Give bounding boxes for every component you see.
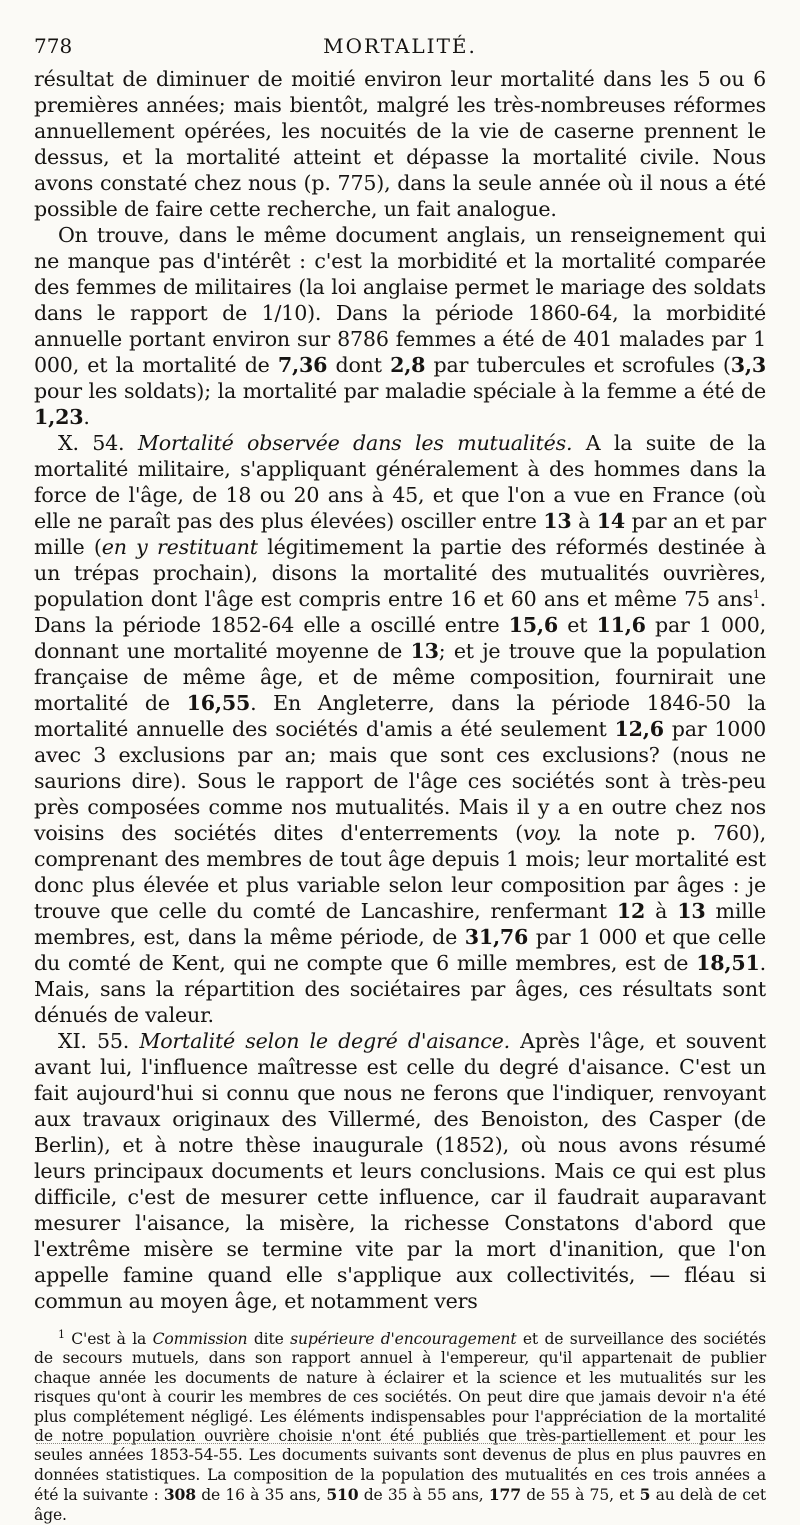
page-header (34, 30, 766, 66)
tuberculosis-value: 2,8 (390, 353, 426, 377)
footnotes (34, 1327, 767, 1525)
mortality-value: 7,36 (277, 353, 328, 377)
section-heading: Mortalité selon le degré d'aisance. (139, 1029, 510, 1053)
section-xi-55: XI. 55. Mortalité selon le degré d'aisance. Après l'âge, et souvent avant lui, l'influence maîtresse est celle du degré d'aisance. C'est un fait aujourd'hui si connu que nous ne ferons que l'indiquer, renvoyant aux travaux originaux des Villermé, des Benoiston, des Casper (de Berlin), et à notre thèse inaugurale (1852), où nous avons résumé leurs principaux documents et leurs conclusions. Mais ce qui est plus difficile, c'est de mesurer cette influence, car il faudrait auparavant mesurer l'aisance, la misère, la richesse Constatons d'abord que l'extrême misère se termine vite par la mort d'inanition, que l'on appelle famine quand elle s'applique aux collectivités, — fléau si commun au moyen âge, et notamment vers (34, 1029, 766, 1313)
footnote-ref: 1 (752, 588, 760, 602)
soldiers-value: 3,3 (730, 353, 766, 377)
female-illness-value: 1,23 (34, 405, 84, 429)
footnote-marker: 1 (58, 1327, 65, 1341)
footnote-1: $^1$ C'est à la Commission dite supérieure d'encouragement et de surveillance des sociétés de secours mutuels, dans son rapport annuel à l'empereur, qu'il appartenait de publier chaque année les documents de nature à éclairer et la science et les mutualités sur les risques qu'ont à courir les membres de ces sociétés. On peut dire que jamais devoir n'a été plus complétement négligé. Les éléments indispensables pour l'appréciation de la mortalité de notre population ouvrière choisie n'ont été publiés que très-partiellement et pour les seules années 1853-54-55. Les documents suivants sont devenus de plus en plus pauvres en données statistiques. La composition de la population des mutualités en ces trois années a été la suivante : 308 de 16 à 35 ans, 510 de 35 à 55 ans, 177 de 55 à 75, et 5 au delà de cet âge. (34, 1327, 767, 1524)
paragraph-military-continuation: résultat de diminuer de moitié environ leur mortalité dans les 5 ou 6 premières années; mais bientôt, malgré les très-nombreuses réformes annuellement opérées, les nocuités de la vie de caserne prennent le dessus, et la mortalité atteint et dépasse la mortalité civile. Nous avons constaté chez nous (p. 775), dans la seule année où il nous a été possible de faire cette recherche, un fait analogue. (34, 67, 766, 221)
section-number: XI. 55. (58, 1029, 130, 1053)
section-x-54: X. 54. Mortalité observée dans les mutualités. A la suite de la mortalité militaire, s'appliquant généralement à des hommes dans la force de l'âge, de 18 ou 20 ans à 45, et que l'on a vue en France (où elle ne paraît pas des plus élevées) osciller entre 13 à 14 par an et par mille (en y restituant légitimement la partie des réformés destinée à un trépas prochain), disons la mortalité des mutualités ouvrières, population dont l'âge est compris entre 16 et 60 ans et même 75 ans$^1$. Dans la période 1852-64 elle a oscillé entre 15,6 et 11,6 par 1 000, donnant une mortalité moyenne de 13; et je trouve que la population française de même âge, et de même composition, fournirait une mortalité de 16,55. En Angleterre, dans la période 1846-50 la mortalité annuelle des sociétés d'amis a été seulement 12,6 par 1000 avec 3 exclusions par an; mais que sont ces exclusions? (nous ne saurions dire). Sous le rapport de l'âge ces sociétés sont à très-peu près composées comme nos mutualités. Mais il y a en outre chez nos voisins des sociétés dites d'enterrements (voy. la note p. 760), comprenant des membres de tout âge depuis 1 mois; leur mortalité est donc plus élevée et plus variable selon leur composition par âges : je trouve que celle du comté de Lancashire, renfermant 12 à 13 mille membres, est, dans la même période, de 31,76 par 1 000 et que celle du comté de Kent, qui ne compte que 6 mille membres, est de 18,51. Mais, sans la répartition des sociétaires par âges, ces résultats sont dénués de valeur. (34, 431, 767, 1027)
page-number: 778 (34, 34, 73, 58)
section-heading: Mortalité observée dans les mutualités. (137, 431, 573, 455)
running-title: MORTALITÉ. (323, 34, 477, 58)
footer-rule (36, 1443, 764, 1444)
section-number: X. 54. (58, 431, 125, 455)
body-text (34, 66, 766, 1314)
paragraph-soldiers-wives: On trouve, dans le même document anglais, un renseignement qui ne manque pas d'intérêt : c'est la morbidité et la mortalité comparée des femmes de militaires (la loi anglaise permet le mariage des soldats dans le rapport de 1/10). Dans la période 1860-64, la morbidité annuelle portant environ sur 8786 femmes a été de 401 malades par 1 000, et la mortalité de 7,36 dont 2,8 par tubercules et scrofules (3,3 pour les soldats); la mortalité par maladie spéciale à la femme a été de 1,23. (34, 223, 766, 429)
